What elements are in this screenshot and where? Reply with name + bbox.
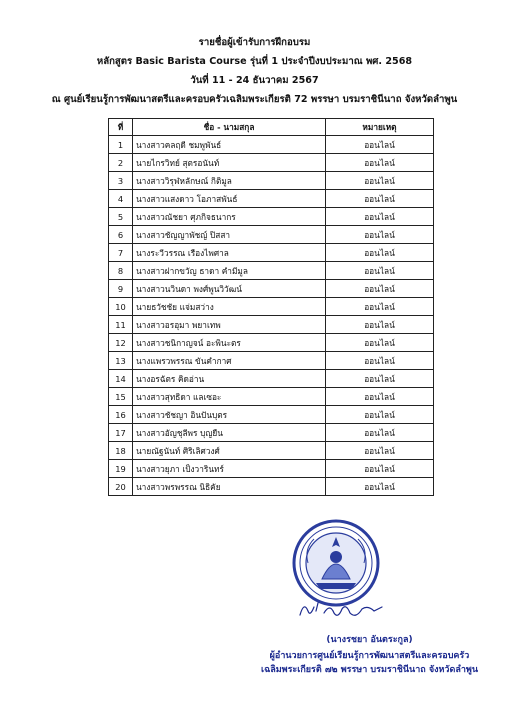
table-row (109, 406, 434, 424)
row-note: ออนไลน์ (326, 190, 434, 208)
signatory-position-line2: เฉลิมพระเกียรติ ๗๒ พรรษา บรมราชินีนาถ จังหวัดลำพูน (261, 665, 478, 675)
participant-table (108, 118, 434, 496)
row-no: 18 (109, 442, 133, 460)
row-note: ออนไลน์ (326, 226, 434, 244)
row-name: นางอรฉัตร คิดอ่าน (133, 370, 326, 388)
row-no: 6 (109, 226, 133, 244)
table-header-row (109, 119, 434, 136)
row-name: นางสาวณัชยา ศุภกิจธนากร (133, 208, 326, 226)
document-title: รายชื่อผู้เข้ารับการฝึกอบรม (198, 37, 311, 48)
signatory-position-line1: ผู้อำนวยการศูนย์เรียนรู้การพัฒนาสตรีและครอบครัว (269, 651, 470, 661)
row-note: ออนไลน์ (326, 316, 434, 334)
row-no: 11 (109, 316, 133, 334)
row-no: 19 (109, 460, 133, 478)
date-line: วันที่ 11 - 24 ธันวาคม 2567 (190, 75, 319, 86)
table-row (109, 262, 434, 280)
table-row (109, 352, 434, 370)
row-name: นางสาวฝากขวัญ ธาดา คำมีมูล (133, 262, 326, 280)
row-name: นางสาววิรุฬหลักษณ์ กิติมูล (133, 172, 326, 190)
header-name: ชื่อ - นามสกุล (133, 119, 326, 136)
row-name: นายณัฐนันท์ ศิริเลิศวงศ์ (133, 442, 326, 460)
row-no: 8 (109, 262, 133, 280)
row-name: นางแพรวพรรณ ขันคำกาศ (133, 352, 326, 370)
row-no: 1 (109, 136, 133, 154)
table-row (109, 190, 434, 208)
row-name: นางสาวแสงดาว โอภาสพันธ์ (133, 190, 326, 208)
table-row (109, 316, 434, 334)
row-no: 5 (109, 208, 133, 226)
row-note: ออนไลน์ (326, 208, 434, 226)
row-name: นางสาวสุทธิดา แลเซอะ (133, 388, 326, 406)
row-no: 2 (109, 154, 133, 172)
table-row (109, 478, 434, 496)
row-note: ออนไลน์ (326, 424, 434, 442)
signature-icon (296, 597, 386, 621)
table-row (109, 424, 434, 442)
row-note: ออนไลน์ (326, 262, 434, 280)
row-no: 4 (109, 190, 133, 208)
signatory-name: (นางรชยา อันตระกูล) (326, 635, 413, 645)
row-note: ออนไลน์ (326, 442, 434, 460)
table-row (109, 154, 434, 172)
row-no: 12 (109, 334, 133, 352)
row-no: 17 (109, 424, 133, 442)
row-note: ออนไลน์ (326, 478, 434, 496)
row-note: ออนไลน์ (326, 136, 434, 154)
row-name: นางสาวพรพรรณ นิธิคัย (133, 478, 326, 496)
row-note: ออนไลน์ (326, 280, 434, 298)
row-no: 15 (109, 388, 133, 406)
row-note: ออนไลน์ (326, 244, 434, 262)
row-no: 3 (109, 172, 133, 190)
official-seal-icon (292, 519, 380, 607)
row-name: นางสาวอัญชุลีพร บุญยืน (133, 424, 326, 442)
row-name: นายไกรวิทย์ สุตรอนันท์ (133, 154, 326, 172)
row-name: นางสาวอรอุมา พยาเทพ (133, 316, 326, 334)
table-row (109, 136, 434, 154)
row-name: นายธวัชชัย แจ่มสว่าง (133, 298, 326, 316)
row-name: นางสาวชัญญาพัชญ์ ปิสสา (133, 226, 326, 244)
row-note: ออนไลน์ (326, 334, 434, 352)
row-name: นางสาวนวินดา พงศ์พูนวิวัฒน์ (133, 280, 326, 298)
row-no: 16 (109, 406, 133, 424)
row-no: 7 (109, 244, 133, 262)
row-note: ออนไลน์ (326, 406, 434, 424)
row-no: 9 (109, 280, 133, 298)
table-row (109, 226, 434, 244)
row-note: ออนไลน์ (326, 370, 434, 388)
table-row (109, 370, 434, 388)
row-name: นางสาวยุภา เป็งวารินทร์ (133, 460, 326, 478)
table-row (109, 442, 434, 460)
row-name: นางระวีวรรณ เรืองไพศาล (133, 244, 326, 262)
table-row (109, 388, 434, 406)
row-note: ออนไลน์ (326, 172, 434, 190)
table-row (109, 460, 434, 478)
header-note: หมายเหตุ (326, 119, 434, 136)
venue-line: ณ ศูนย์เรียนรู้การพัฒนาสตรีและครอบครัวเฉลิมพระเกียรติ 72 พรรษา บรมราชินีนาถ จังหวัดลำพูน (51, 94, 458, 105)
row-note: ออนไลน์ (326, 388, 434, 406)
header-no: ที่ (109, 119, 133, 136)
row-note: ออนไลน์ (326, 352, 434, 370)
row-note: ออนไลน์ (326, 154, 434, 172)
row-note: ออนไลน์ (326, 298, 434, 316)
row-name: นางสาวชัชญา อินปันบุตร (133, 406, 326, 424)
row-name: นางสาวชนิกาญจน์ อะพินะตร (133, 334, 326, 352)
row-name: นางสาวคลฤดี ชมพูพันธ์ (133, 136, 326, 154)
table-row (109, 280, 434, 298)
row-no: 13 (109, 352, 133, 370)
table-row (109, 172, 434, 190)
course-line: หลักสูตร Basic Barista Course รุ่นที่ 1 ประจำปีงบประมาณ พศ. 2568 (96, 56, 413, 67)
row-note: ออนไลน์ (326, 460, 434, 478)
table-row (109, 244, 434, 262)
table-row (109, 208, 434, 226)
row-no: 20 (109, 478, 133, 496)
table-row (109, 298, 434, 316)
table-row (109, 334, 434, 352)
row-no: 10 (109, 298, 133, 316)
row-no: 14 (109, 370, 133, 388)
